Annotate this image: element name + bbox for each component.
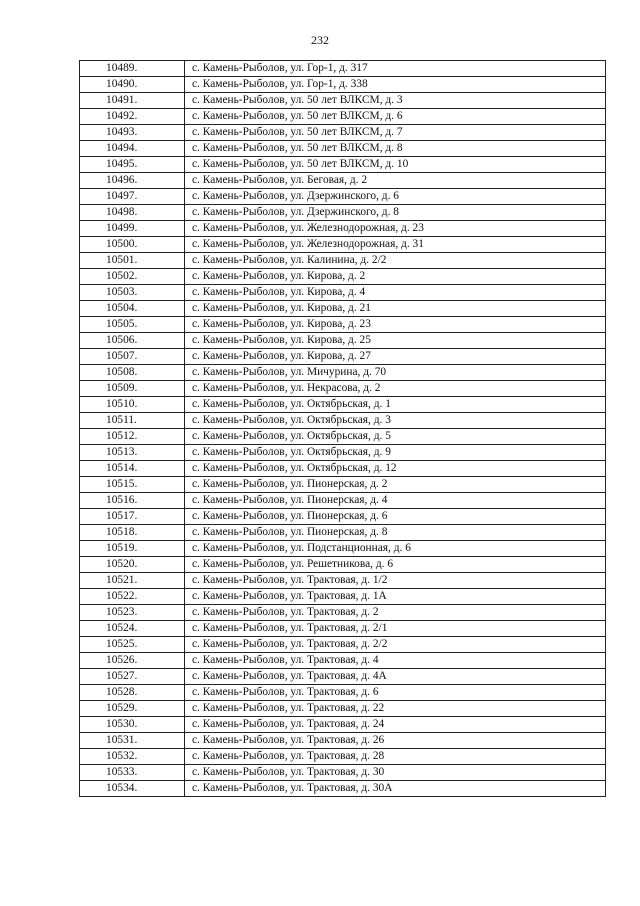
row-number: 10493. [80, 125, 185, 141]
row-address: с. Камень-Рыболов, ул. Подстанционная, д. 6 [185, 541, 606, 557]
table-row [80, 349, 606, 365]
table-row [80, 125, 606, 141]
row-number: 10524. [80, 621, 185, 637]
table-row [80, 573, 606, 589]
table-row [80, 109, 606, 125]
row-address: с. Камень-Рыболов, ул. Трактовая, д. 1/2 [185, 573, 606, 589]
table-row [80, 541, 606, 557]
table-row [80, 461, 606, 477]
table-row [80, 301, 606, 317]
table-row [80, 669, 606, 685]
row-number: 10520. [80, 557, 185, 573]
table-row [80, 781, 606, 797]
row-address: с. Камень-Рыболов, ул. Беговая, д. 2 [185, 173, 606, 189]
row-number: 10492. [80, 109, 185, 125]
row-number: 10523. [80, 605, 185, 621]
row-number: 10530. [80, 717, 185, 733]
table-row [80, 509, 606, 525]
table-row [80, 173, 606, 189]
table-row [80, 333, 606, 349]
row-address: с. Камень-Рыболов, ул. Трактовая, д. 22 [185, 701, 606, 717]
row-number: 10526. [80, 653, 185, 669]
table-row [80, 605, 606, 621]
table-row [80, 749, 606, 765]
row-address: с. Камень-Рыболов, ул. Трактовая, д. 30А [185, 781, 606, 797]
row-number: 10522. [80, 589, 185, 605]
row-address: с. Камень-Рыболов, ул. Кирова, д. 27 [185, 349, 606, 365]
row-number: 10516. [80, 493, 185, 509]
row-number: 10513. [80, 445, 185, 461]
row-number: 10494. [80, 141, 185, 157]
table-row [80, 765, 606, 781]
table-row [80, 733, 606, 749]
row-number: 10497. [80, 189, 185, 205]
table-row [80, 269, 606, 285]
row-address: с. Камень-Рыболов, ул. Трактовая, д. 2/1 [185, 621, 606, 637]
table-row [80, 701, 606, 717]
row-number: 10521. [80, 573, 185, 589]
row-address: с. Камень-Рыболов, ул. Калинина, д. 2/2 [185, 253, 606, 269]
row-number: 10515. [80, 477, 185, 493]
row-address: с. Камень-Рыболов, ул. Октябрьская, д. 5 [185, 429, 606, 445]
row-address: с. Камень-Рыболов, ул. Кирова, д. 2 [185, 269, 606, 285]
table-row [80, 589, 606, 605]
row-number: 10506. [80, 333, 185, 349]
row-number: 10532. [80, 749, 185, 765]
row-number: 10507. [80, 349, 185, 365]
row-address: с. Камень-Рыболов, ул. Трактовая, д. 2/2 [185, 637, 606, 653]
row-number: 10508. [80, 365, 185, 381]
row-address: с. Камень-Рыболов, ул. Железнодорожная, д. 23 [185, 221, 606, 237]
table-row [80, 413, 606, 429]
row-address: с. Камень-Рыболов, ул. Кирова, д. 23 [185, 317, 606, 333]
table-row [80, 253, 606, 269]
row-number: 10527. [80, 669, 185, 685]
table-row [80, 285, 606, 301]
table-row [80, 445, 606, 461]
table-row [80, 493, 606, 509]
row-address: с. Камень-Рыболов, ул. Кирова, д. 4 [185, 285, 606, 301]
row-number: 10498. [80, 205, 185, 221]
row-address: с. Камень-Рыболов, ул. Мичурина, д. 70 [185, 365, 606, 381]
row-number: 10525. [80, 637, 185, 653]
row-address: с. Камень-Рыболов, ул. 50 лет ВЛКСМ, д. 3 [185, 93, 606, 109]
table-row [80, 141, 606, 157]
row-number: 10509. [80, 381, 185, 397]
table-row [80, 93, 606, 109]
table-row [80, 157, 606, 173]
table-row [80, 77, 606, 93]
row-number: 10490. [80, 77, 185, 93]
row-address: с. Камень-Рыболов, ул. Трактовая, д. 30 [185, 765, 606, 781]
table-row [80, 189, 606, 205]
row-number: 10529. [80, 701, 185, 717]
table-row [80, 61, 606, 77]
row-address: с. Камень-Рыболов, ул. Дзержинского, д. 8 [185, 205, 606, 221]
table-row [80, 653, 606, 669]
row-number: 10533. [80, 765, 185, 781]
row-number: 10489. [80, 61, 185, 77]
row-number: 10499. [80, 221, 185, 237]
row-number: 10505. [80, 317, 185, 333]
row-number: 10531. [80, 733, 185, 749]
page-number: 232 [311, 33, 329, 47]
row-number: 10502. [80, 269, 185, 285]
row-address: с. Камень-Рыболов, ул. Трактовая, д. 4 [185, 653, 606, 669]
row-number: 10501. [80, 253, 185, 269]
table-row [80, 685, 606, 701]
row-address: с. Камень-Рыболов, ул. Кирова, д. 25 [185, 333, 606, 349]
row-address: с. Камень-Рыболов, ул. Трактовая, д. 4А [185, 669, 606, 685]
table-row [80, 525, 606, 541]
address-table [79, 60, 606, 797]
row-number: 10510. [80, 397, 185, 413]
row-address: с. Камень-Рыболов, ул. Гор-1, д. 338 [185, 77, 606, 93]
row-number: 10495. [80, 157, 185, 173]
row-address: с. Камень-Рыболов, ул. Октябрьская, д. 3 [185, 413, 606, 429]
table-row [80, 557, 606, 573]
row-address: с. Камень-Рыболов, ул. Пионерская, д. 6 [185, 509, 606, 525]
row-address: с. Камень-Рыболов, ул. Гор-1, д. 317 [185, 61, 606, 77]
row-address: с. Камень-Рыболов, ул. Железнодорожная, д. 31 [185, 237, 606, 253]
table-row [80, 205, 606, 221]
row-address: с. Камень-Рыболов, ул. Трактовая, д. 6 [185, 685, 606, 701]
table-row [80, 429, 606, 445]
row-number: 10514. [80, 461, 185, 477]
row-address: с. Камень-Рыболов, ул. Кирова, д. 21 [185, 301, 606, 317]
table-row [80, 717, 606, 733]
row-number: 10496. [80, 173, 185, 189]
row-number: 10511. [80, 413, 185, 429]
row-number: 10518. [80, 525, 185, 541]
row-number: 10503. [80, 285, 185, 301]
row-address: с. Камень-Рыболов, ул. 50 лет ВЛКСМ, д. 8 [185, 141, 606, 157]
row-address: с. Камень-Рыболов, ул. Октябрьская, д. 12 [185, 461, 606, 477]
row-address: с. Камень-Рыболов, ул. Октябрьская, д. 1 [185, 397, 606, 413]
table-row [80, 381, 606, 397]
table-row [80, 365, 606, 381]
table-row [80, 477, 606, 493]
row-number: 10491. [80, 93, 185, 109]
address-table-body [80, 61, 606, 797]
row-address: с. Камень-Рыболов, ул. Некрасова, д. 2 [185, 381, 606, 397]
row-address: с. Камень-Рыболов, ул. 50 лет ВЛКСМ, д. 6 [185, 109, 606, 125]
table-row [80, 637, 606, 653]
row-address: с. Камень-Рыболов, ул. Трактовая, д. 1А [185, 589, 606, 605]
row-address: с. Камень-Рыболов, ул. Трактовая, д. 26 [185, 733, 606, 749]
row-number: 10534. [80, 781, 185, 797]
row-address: с. Камень-Рыболов, ул. Трактовая, д. 2 [185, 605, 606, 621]
row-number: 10517. [80, 509, 185, 525]
table-row [80, 317, 606, 333]
table-row [80, 621, 606, 637]
row-address: с. Камень-Рыболов, ул. Октябрьская, д. 9 [185, 445, 606, 461]
row-number: 10512. [80, 429, 185, 445]
table-row [80, 237, 606, 253]
row-address: с. Камень-Рыболов, ул. Дзержинского, д. 6 [185, 189, 606, 205]
row-number: 10528. [80, 685, 185, 701]
row-number: 10500. [80, 237, 185, 253]
table-row [80, 397, 606, 413]
table-row [80, 221, 606, 237]
row-address: с. Камень-Рыболов, ул. Трактовая, д. 24 [185, 717, 606, 733]
row-number: 10519. [80, 541, 185, 557]
row-address: с. Камень-Рыболов, ул. Трактовая, д. 28 [185, 749, 606, 765]
row-address: с. Камень-Рыболов, ул. Пионерская, д. 2 [185, 477, 606, 493]
row-address: с. Камень-Рыболов, ул. Пионерская, д. 8 [185, 525, 606, 541]
row-address: с. Камень-Рыболов, ул. Решетникова, д. 6 [185, 557, 606, 573]
row-address: с. Камень-Рыболов, ул. 50 лет ВЛКСМ, д. 7 [185, 125, 606, 141]
row-number: 10504. [80, 301, 185, 317]
row-address: с. Камень-Рыболов, ул. Пионерская, д. 4 [185, 493, 606, 509]
row-address: с. Камень-Рыболов, ул. 50 лет ВЛКСМ, д. 10 [185, 157, 606, 173]
